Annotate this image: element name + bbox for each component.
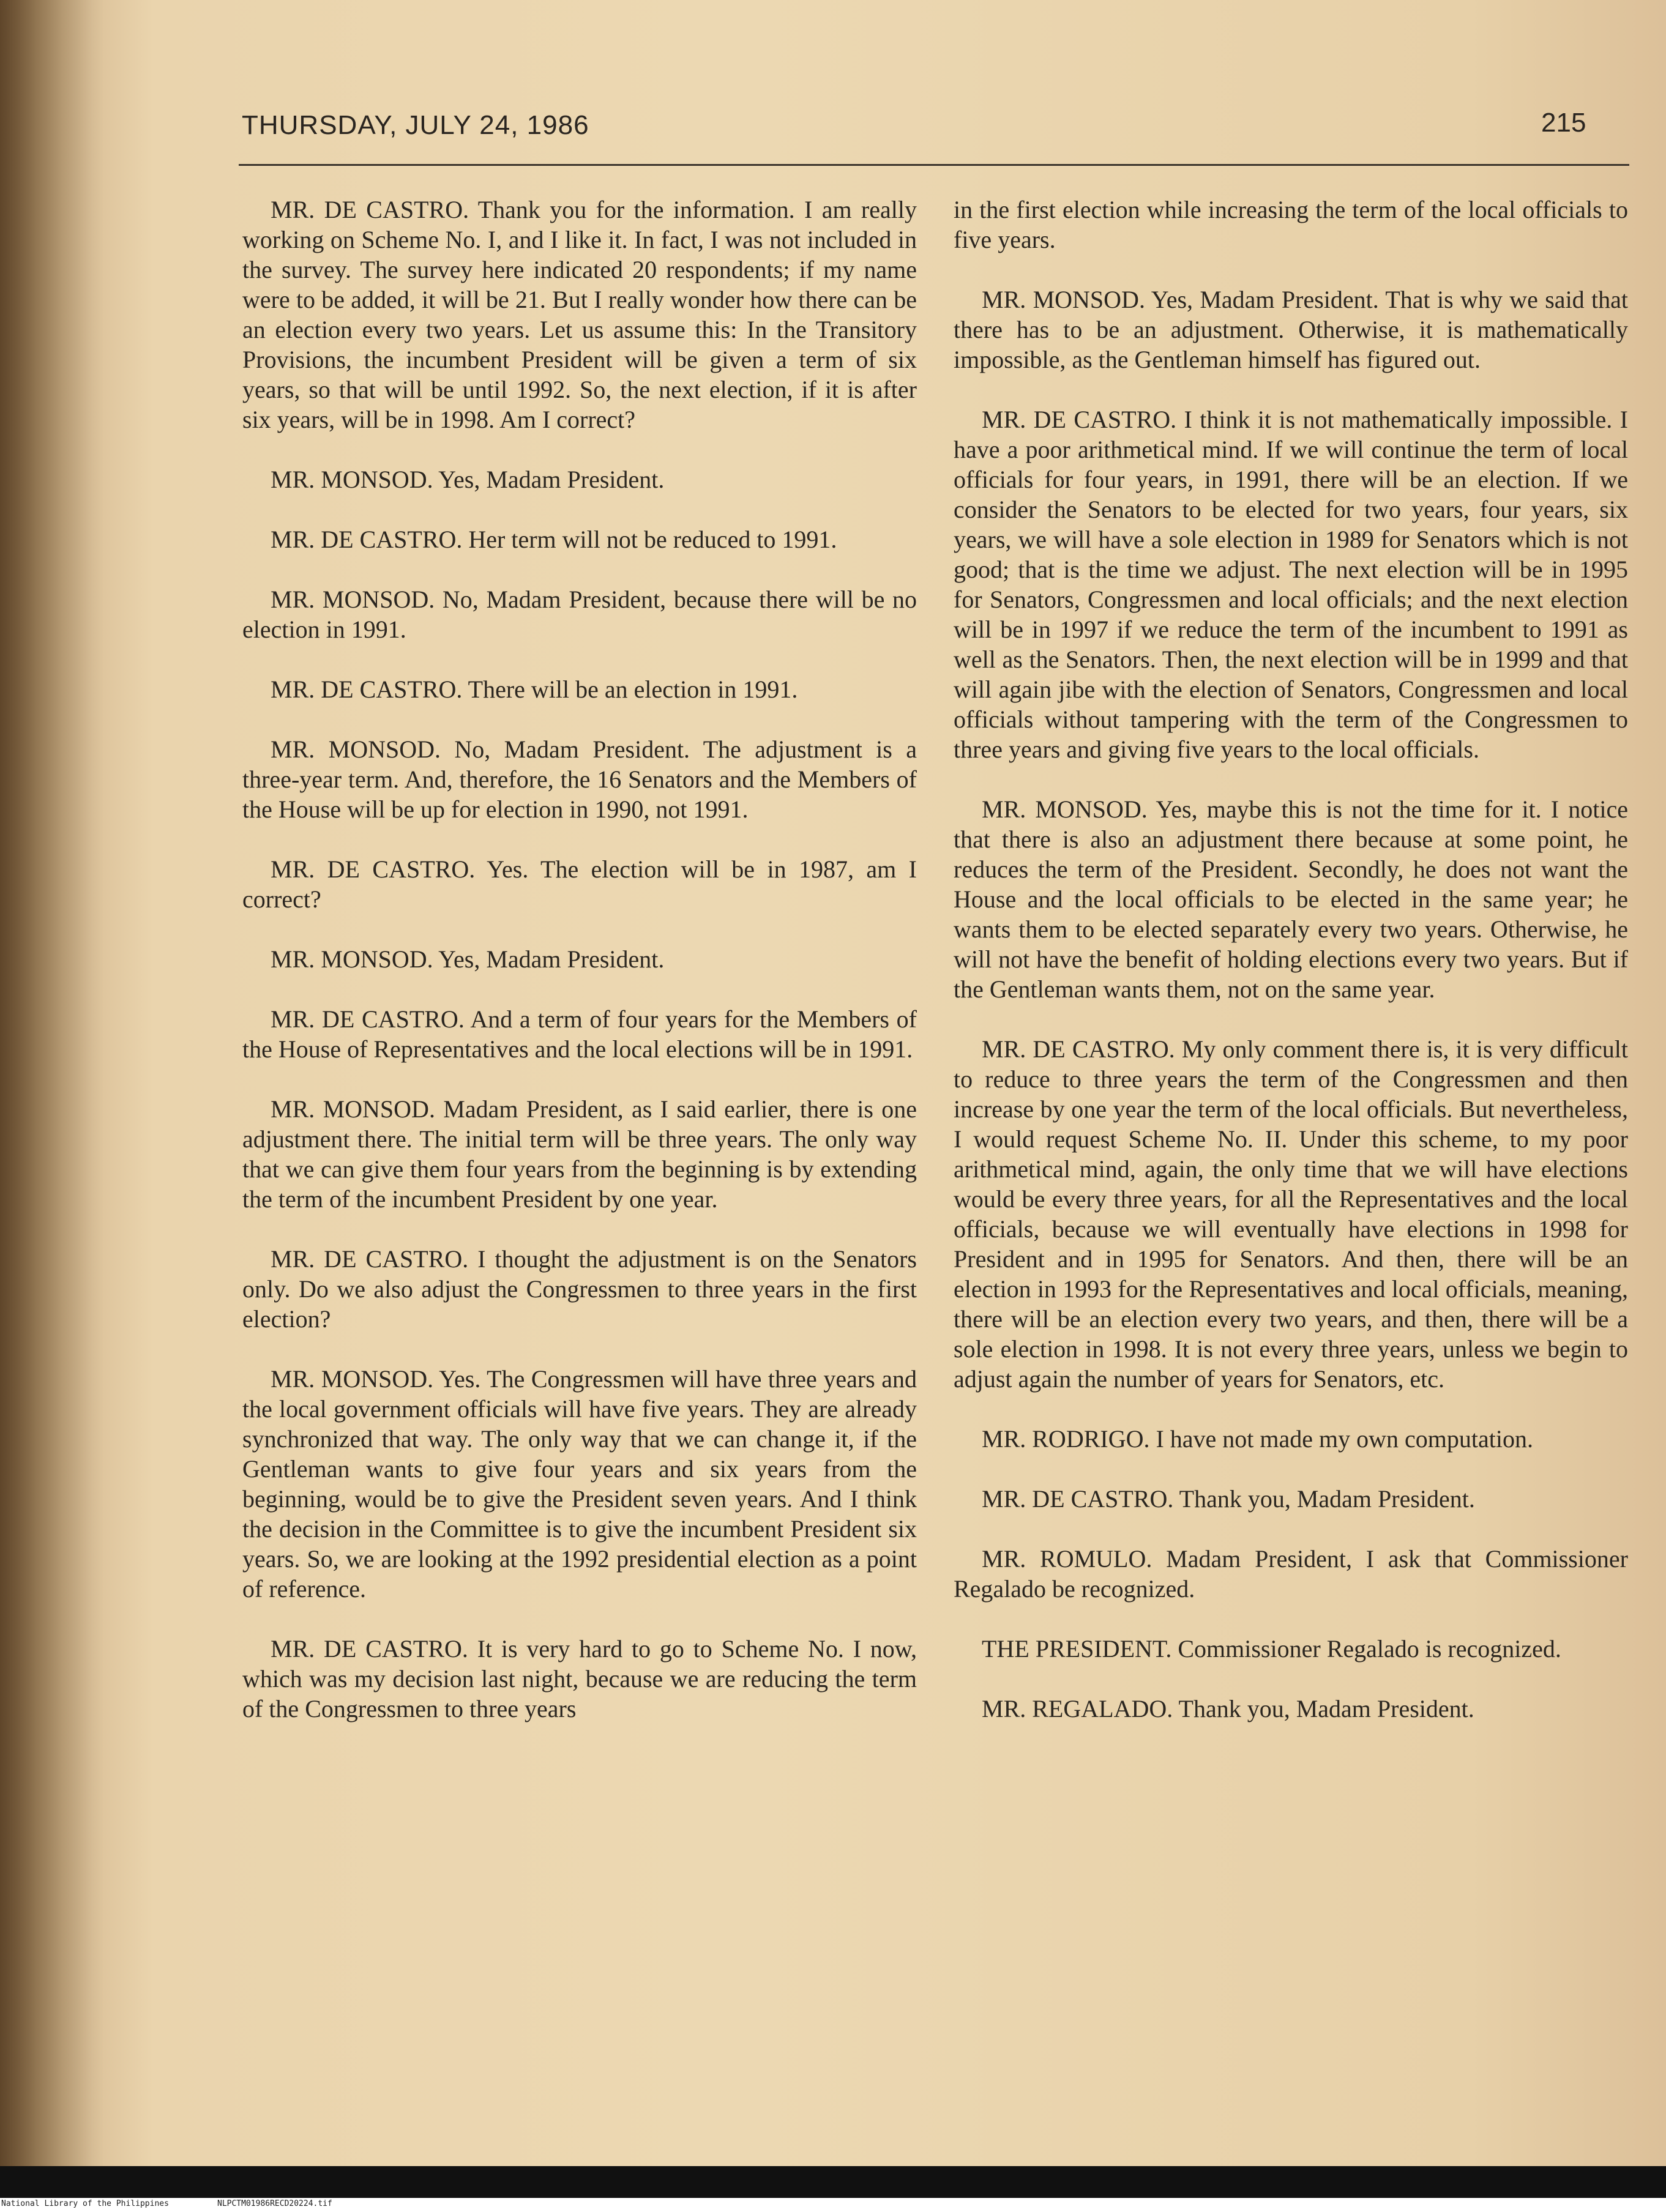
paragraph: MR. DE CASTRO. Yes. The election will be in 1987, am I correct? xyxy=(242,855,917,913)
footer-library: National Library of the Philippines xyxy=(1,2199,169,2208)
paragraph: MR. MONSOD. Yes, Madam President. xyxy=(271,945,665,973)
header-date: THURSDAY, JULY 24, 1986 xyxy=(242,110,589,140)
paragraph: MR. MONSOD. Yes, maybe this is not the time for it. I notice that there is also an adjustment there because at some point, he reduces the term of the President. Secondly, he does not want the House and the local officials to be elected in the same year; he wants them to be elected separately every two years. Otherwise, he will not have the benefit of holding elections every two years. But if the Gentleman wants them, not on the same year. xyxy=(954,795,1628,1003)
page-number: 215 xyxy=(1541,108,1586,138)
paragraph-continuation: in the first election while increasing the term of the local officials to five years. xyxy=(954,196,1628,253)
paragraph: MR. DE CASTRO. Thank you for the information. I am really working on Scheme No. I, and I like it. In fact, I was not included in the survey. The survey here indicated 20 respondents; if my name were to be added, it will be 21. But I really wonder how there can be an election every two years. Let us assume this: In the Transitory Provisions, the incumbent President will be given a term of six years, so that will be until 1992. So, the next election, if it is after six years, will be in 1998. Am I correct? xyxy=(242,196,917,433)
left-column xyxy=(242,195,917,1724)
paragraph: THE PRESIDENT. Commissioner Regalado is recognized. xyxy=(982,1635,1561,1663)
paragraph: MR. DE CASTRO. My only comment there is, it is very difficult to reduce to three years the term of the Congressmen and then increase by one year the term of the local officials. But nevertheless, I would request Scheme No. II. Under this scheme, to my poor arithmetical mind, again, the only time that we will have elections would be every three years, for all the Representatives and the local officials, because we will eventually have elections in 1998 for President and in 1995 for Senators. And then, there will be an election in 1993 for the Representatives and local officials, meaning, there will be an election every two years, and then, there will be a sole election in 1998. It is not every three years, unless we begin to adjust again the number of years for Senators, etc. xyxy=(954,1035,1628,1393)
paragraph: MR. REGALADO. Thank you, Madam President. xyxy=(982,1695,1474,1722)
paragraph: MR. MONSOD. Madam President, as I said earlier, there is one adjustment there. The initial term will be three years. The only way that we can give them four years from the beginning is by extending the term of the incumbent President by one year. xyxy=(242,1095,917,1213)
paragraph: MR. DE CASTRO. Thank you, Madam President. xyxy=(982,1485,1475,1513)
paragraph: MR. MONSOD. No, Madam President, because there will be no election in 1991. xyxy=(242,586,917,643)
right-column xyxy=(954,195,1628,1724)
paragraph: MR. DE CASTRO. There will be an election in 1991. xyxy=(271,676,798,703)
paragraph: MR. MONSOD. Yes, Madam President. That is why we said that there has to be an adjustment. Otherwise, it is mathematically impossible, as the Gentleman himself has figured out. xyxy=(954,286,1628,373)
scan-bottom-bar xyxy=(0,2166,1666,2198)
paragraph: MR. MONSOD. Yes, Madam President. xyxy=(271,466,665,493)
footer-filename: NLPCTM01986RECD20224.tif xyxy=(217,2199,332,2208)
paragraph: MR. DE CASTRO. I thought the adjustment is on the Senators only. Do we also adjust the Congressmen to three years in the first election? xyxy=(242,1245,917,1333)
book-spine-shadow xyxy=(0,0,104,2166)
paragraph: MR. DE CASTRO. Her term will not be reduced to 1991. xyxy=(271,526,837,553)
paragraph: MR. DE CASTRO. It is very hard to go to Scheme No. I now, which was my decision last night, because we are reducing the term of the Congressmen to three years xyxy=(242,1635,917,1722)
scan-footer xyxy=(0,2198,1666,2212)
paragraph: MR. ROMULO. Madam President, I ask that Commissioner Regalado be recognized. xyxy=(954,1545,1628,1603)
paragraph: MR. DE CASTRO. I think it is not mathematically impossible. I have a poor arithmetical mind. If we will continue the term of local officials for four years, in 1991, there will be an election. If we consider the Senators to be elected for two years, four years, six years, we will have a sole election in 1989 for Senators which is not good; that is the time we adjust. The next election will be in 1995 for Senators, Congressmen and local officials; and the next election will be in 1997 if we reduce the term of the incumbent to 1991 as well as the Senators. Then, the next election will be in 1999 and that will again jibe with the election of Senators, Congressmen and local officials without tampering with the term of the Congressmen to three years and giving five years to the local officials. xyxy=(954,406,1628,763)
paragraph: MR. DE CASTRO. And a term of four years for the Members of the House of Representatives and the local elections will be in 1991. xyxy=(242,1005,917,1063)
paragraph: MR. MONSOD. No, Madam President. The adjustment is a three-year term. And, therefore, the 16 Senators and the Members of the House will be up for election in 1990, not 1991. xyxy=(242,735,917,823)
paragraph: MR. MONSOD. Yes. The Congressmen will have three years and the local government officials will have five years. They are already synchronized that way. The only way that we can change it, if the Gentleman wants to give four years and six years from the beginning, would be to give the President seven years. And I think the decision in the Committee is to give the incumbent President six years. So, we are looking at the 1992 presidential election as a point of reference. xyxy=(242,1365,917,1603)
paragraph: MR. RODRIGO. I have not made my own computation. xyxy=(982,1425,1533,1453)
header-rule xyxy=(239,164,1629,166)
